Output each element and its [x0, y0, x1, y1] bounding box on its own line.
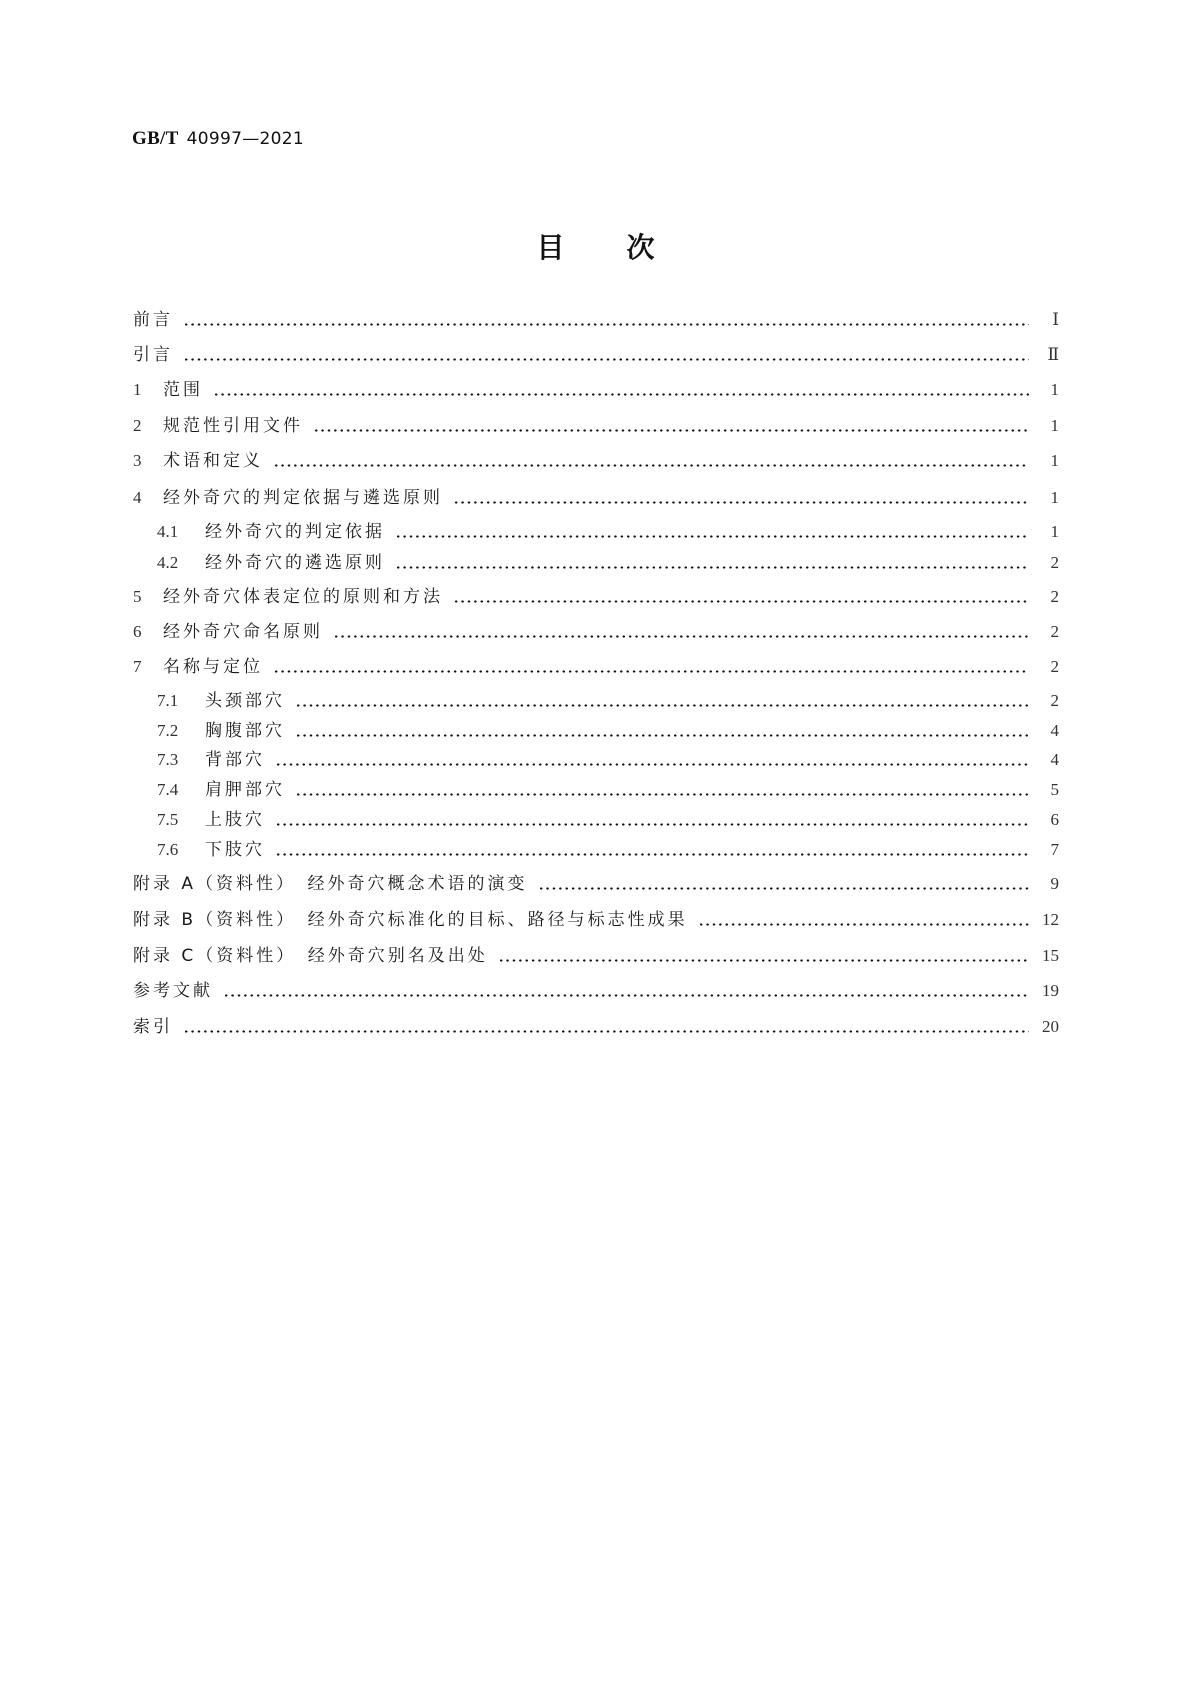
toc-entry-number: 7.3: [157, 750, 179, 769]
toc-entry[interactable]: [133, 308, 1059, 332]
toc-entry-page-number: 7: [1050, 840, 1059, 859]
toc-entry-page-number: 4: [1050, 750, 1059, 769]
toc-entry-label: 肩胛部穴: [205, 780, 285, 800]
toc-entry-number: 7: [133, 657, 142, 676]
toc-entry-label: 头颈部穴: [205, 691, 285, 711]
toc-entry-label: 经外奇穴的判定依据: [205, 522, 385, 542]
toc-entry-page-number: 9: [1050, 874, 1059, 893]
toc-entry-number: 4.1: [157, 522, 179, 541]
standard-number: 40997—2021: [186, 129, 304, 149]
standard-prefix: GB/T: [132, 128, 179, 149]
dot-leader: [275, 823, 1029, 826]
toc-entry[interactable]: [157, 748, 1059, 772]
dot-leader: [295, 704, 1029, 707]
toc-entry-label: 附录 C（资料性） 经外奇穴别名及出处: [133, 946, 488, 966]
toc-entry-page-number: 2: [1050, 622, 1059, 641]
toc-entry-page-number: 1: [1050, 416, 1059, 435]
toc-entry-label: 引言: [133, 345, 173, 365]
toc-entry-label: 名称与定位: [163, 657, 263, 677]
page-title-char-1: 目: [536, 231, 565, 264]
toc-entry-page-number: 1: [1050, 380, 1059, 399]
toc-entry-page-number: Ⅱ: [1047, 345, 1059, 364]
toc-entry[interactable]: [157, 838, 1059, 862]
toc-entry-number: 2: [133, 416, 142, 435]
toc-entry[interactable]: [157, 778, 1059, 802]
toc-entry[interactable]: [133, 1015, 1059, 1039]
toc-entry-page-number: Ⅰ: [1052, 310, 1059, 329]
toc-entry[interactable]: [157, 719, 1059, 743]
toc-entry-page-number: 1: [1050, 522, 1059, 541]
toc-entry[interactable]: [133, 872, 1059, 896]
toc-entry[interactable]: [133, 620, 1059, 644]
toc-entry[interactable]: [157, 808, 1059, 832]
dot-leader: [295, 793, 1029, 796]
toc-entry-label: 经外奇穴命名原则: [163, 622, 323, 642]
toc-entry-page-number: 19: [1042, 981, 1059, 1000]
toc-entry-page-number: 4: [1050, 721, 1059, 740]
dot-leader: [275, 853, 1029, 856]
dot-leader: [498, 959, 1029, 962]
toc-entry-label: 上肢穴: [205, 810, 265, 830]
dot-leader: [275, 763, 1029, 766]
toc-entry[interactable]: [157, 551, 1059, 575]
toc-entry-page-number: 1: [1050, 488, 1059, 507]
toc-entry-page-number: 2: [1050, 657, 1059, 676]
toc-entry-label: 经外奇穴体表定位的原则和方法: [163, 587, 443, 607]
dot-leader: [395, 535, 1029, 538]
toc-entry[interactable]: [133, 655, 1059, 679]
dot-leader: [273, 464, 1029, 467]
toc-entry-number: 7.1: [157, 691, 179, 710]
dot-leader: [453, 600, 1029, 603]
toc-entry-page-number: 6: [1050, 810, 1059, 829]
dot-leader: [213, 393, 1029, 396]
toc-entry-page-number: 1: [1050, 451, 1059, 470]
dot-leader: [183, 358, 1029, 361]
toc-entry-label: 经外奇穴的遴选原则: [205, 553, 385, 573]
dot-leader: [395, 566, 1029, 569]
toc-entry[interactable]: [133, 908, 1059, 932]
toc-entry-label: 索引: [133, 1017, 173, 1037]
toc-entry-number: 4: [133, 488, 142, 507]
toc-entry[interactable]: [133, 486, 1059, 510]
dot-leader: [223, 994, 1029, 997]
toc-entry-label: 范围: [163, 380, 203, 400]
dot-leader: [333, 635, 1029, 638]
page-title: [0, 226, 1191, 266]
toc-entry-page-number: 15: [1042, 946, 1059, 965]
dot-leader: [273, 670, 1029, 673]
toc-entry-number: 5: [133, 587, 142, 606]
toc-entry-number: 3: [133, 451, 142, 470]
toc-entry-number: 6: [133, 622, 142, 641]
toc-entry-number: 7.6: [157, 840, 179, 859]
toc-entry-label: 参考文献: [133, 981, 213, 1001]
toc-entry-label: 附录 B（资料性） 经外奇穴标准化的目标、路径与标志性成果: [133, 910, 688, 930]
toc-entry[interactable]: [133, 585, 1059, 609]
toc-entry-label: 前言: [133, 310, 173, 330]
toc-entry[interactable]: [133, 449, 1059, 473]
toc-entry-label: 规范性引用文件: [163, 416, 303, 436]
toc-entry-page-number: 2: [1050, 587, 1059, 606]
toc-entry-label: 胸腹部穴: [205, 721, 285, 741]
toc-entry[interactable]: [133, 343, 1059, 367]
toc-entry-page-number: 5: [1050, 780, 1059, 799]
toc-entry-number: 7.4: [157, 780, 179, 799]
toc-entry[interactable]: [133, 414, 1059, 438]
toc-entry-page-number: 2: [1050, 553, 1059, 572]
toc-entry[interactable]: [157, 520, 1059, 544]
toc-entry-number: 1: [133, 380, 142, 399]
dot-leader: [295, 734, 1029, 737]
standard-code: [132, 128, 304, 150]
toc-entry[interactable]: [133, 378, 1059, 402]
toc-entry-number: 4.2: [157, 553, 179, 572]
dot-leader: [313, 429, 1029, 432]
toc-entry-label: 背部穴: [205, 750, 265, 770]
toc-entry[interactable]: [157, 689, 1059, 713]
toc-entry-page-number: 12: [1042, 910, 1059, 929]
toc-entry-page-number: 20: [1042, 1017, 1059, 1036]
page-title-char-2: 次: [626, 231, 655, 264]
dot-leader: [538, 887, 1029, 890]
toc-entry-label: 经外奇穴的判定依据与遴选原则: [163, 488, 443, 508]
toc-entry-label: 下肢穴: [205, 840, 265, 860]
dot-leader: [183, 323, 1029, 326]
dot-leader: [453, 501, 1029, 504]
toc-entry[interactable]: [133, 979, 1059, 1003]
toc-entry-number: 7.2: [157, 721, 179, 740]
toc-entry-label: 术语和定义: [163, 451, 263, 471]
toc-entry[interactable]: [133, 944, 1059, 968]
dot-leader: [183, 1030, 1029, 1033]
toc-entry-label: 附录 A（资料性） 经外奇穴概念术语的演变: [133, 874, 528, 894]
dot-leader: [698, 923, 1029, 926]
toc-entry-page-number: 2: [1050, 691, 1059, 710]
toc-entry-number: 7.5: [157, 810, 179, 829]
